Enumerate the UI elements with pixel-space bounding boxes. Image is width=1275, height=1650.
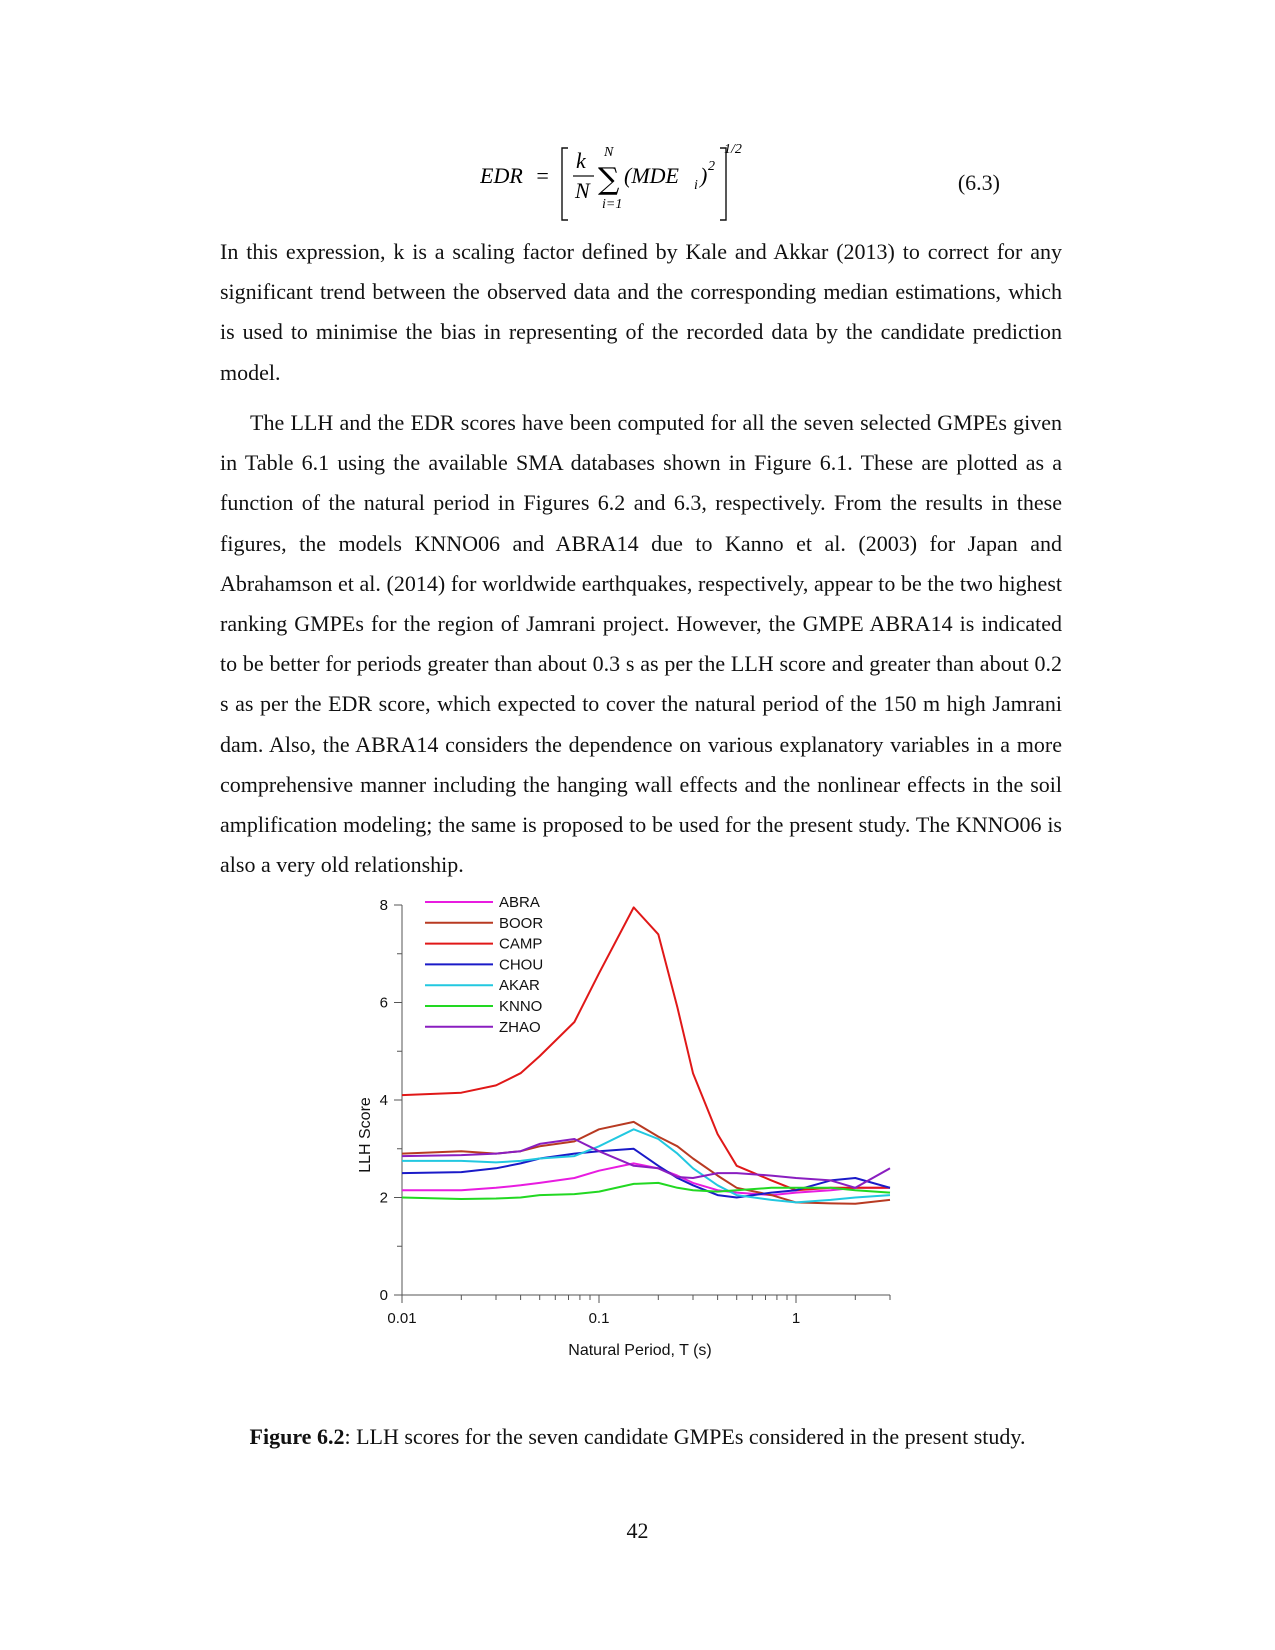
legend-label-boor: BOOR	[499, 914, 544, 932]
legend-label-zhao: ZHAO	[499, 1018, 541, 1036]
equation-sum-lower: i=1	[602, 197, 623, 212]
x-tick-label: 0.01	[387, 1310, 417, 1327]
chart-legend	[425, 895, 543, 1036]
x-tick-label: 1	[791, 1310, 801, 1327]
paragraph-2: The LLH and the EDR scores have been computed for all the seven selected GMPEs given in Table 6.1 using the available SMA databases shown in Figure 6.1. These are plotted as a function of the natural period in Figures 6.2 and 6.3, respectively. From the results in these figures, the models KNNO06 and ABRA14 due to Kanno et al. (2003) for Japan and Abrahamson et al. (2014) for worldwide earthquakes, respectively, appear to be the two highest ranking GMPEs for the region of Jamrani project. However, the GMPE ABRA14 is indicated to be better for periods greater than about 0.3 s as per the LLH score and greater than about 0.2 s as per the EDR score, which expected to cover the natural period of the 150 m high Jamrani dam. Also, the ABRA14 considers the dependence on various explanatory variables in a more comprehensive manner including the hanging wall effects and the nonlinear effects in the soil amplification modeling; the same is proposed to be used for the present study. The KNNO06 is also a very old relationship.	[220, 410, 1062, 878]
legend-label-akar: AKAR	[499, 977, 540, 995]
legend-label-camp: CAMP	[499, 935, 543, 953]
x-tick-label: 0.1	[588, 1310, 610, 1327]
equation-term: (MDE	[624, 163, 679, 188]
figure-caption	[0, 1424, 1275, 1450]
y-axis-label: LLH Score	[357, 1097, 374, 1173]
y-tick-label: 6	[379, 994, 388, 1012]
page-number: 42	[626, 1518, 649, 1543]
figure-caption-text: : LLH scores for the seven candidate GMPEs considered in the present study.	[344, 1424, 1026, 1449]
paragraph-1: In this expression, k is a scaling factor defined by Kale and Akkar (2013) to correct for any significant trend between the observed data and the corresponding median estimations, which is used to minimise the bias in representing of the recorded data by the candidate prediction model.	[220, 239, 1062, 385]
svg-text:=: =	[535, 163, 550, 188]
legend-label-chou: CHOU	[499, 956, 544, 974]
series-line-camp	[402, 907, 890, 1190]
equation-term-sub: i	[694, 178, 698, 193]
legend-label-abra: ABRA	[499, 895, 540, 911]
equation-math	[480, 140, 780, 230]
equation-denominator: N	[575, 178, 590, 203]
equation-number: (6.3)	[957, 170, 1000, 195]
equation-numerator: k	[576, 148, 586, 173]
chart-axes	[380, 897, 890, 1327]
figure-caption-label: Figure 6.2	[249, 1424, 345, 1449]
y-tick-label: 2	[379, 1189, 388, 1207]
y-tick-label: 4	[379, 1092, 388, 1109]
legend-label-knno: KNNO	[499, 998, 543, 1015]
equation-6-3	[440, 140, 1000, 230]
equation-lhs: EDR	[480, 163, 523, 188]
sigma-symbol: ∑	[598, 162, 620, 197]
series-line-zhao	[402, 1139, 890, 1188]
llh-score-chart	[350, 895, 940, 1410]
figure-6-2	[350, 895, 940, 1410]
y-tick-label: 8	[379, 897, 388, 914]
equation-term-power: 2	[708, 159, 715, 174]
chart-series-lines	[402, 907, 890, 1203]
y-tick-label: 0	[379, 1287, 388, 1304]
equation-term-close: )	[700, 163, 708, 188]
equation-sum-upper: N	[604, 145, 614, 160]
equation-outer-power: 1/2	[724, 142, 742, 157]
x-axis-label: Natural Period, T (s)	[568, 1342, 712, 1359]
